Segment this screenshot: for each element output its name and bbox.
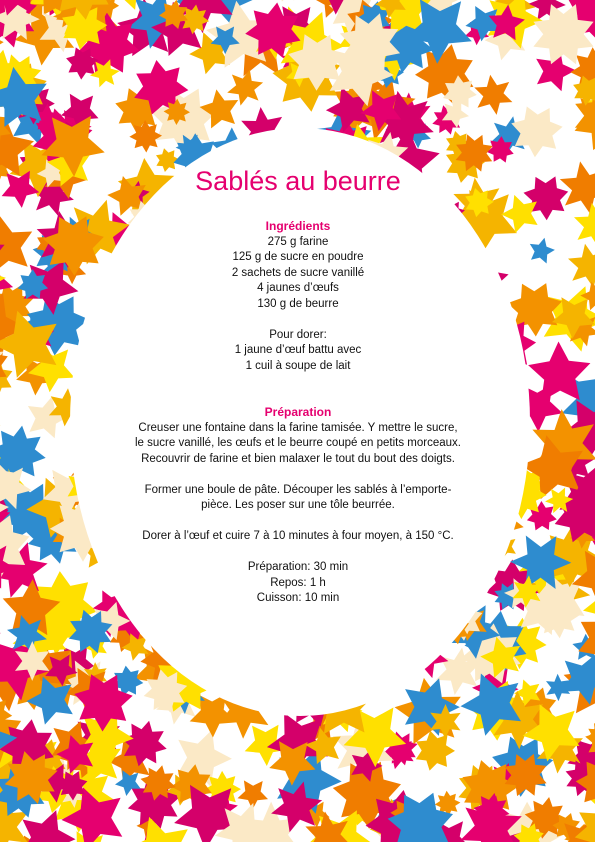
ingredient-line: 275 g farine: [267, 235, 329, 248]
star-icon: [530, 238, 555, 264]
star-icon: [271, 0, 302, 2]
ingredients-heading: Ingrédients: [265, 219, 331, 233]
gilding-line: 1 jaune d’œuf battu avec: [234, 344, 362, 356]
preparation-heading: Préparation: [264, 405, 332, 419]
ingredient-line: 2 sachets de sucre vanillé: [231, 266, 365, 279]
star-icon: [227, 70, 263, 106]
gilding-line: 1 cuil à soupe de lait: [245, 359, 351, 372]
page-title: Sablés au beurre: [195, 166, 401, 196]
star-icon: [560, 161, 595, 214]
recipe-content: [100, 160, 496, 607]
preparation-line: Dorer à l’œuf et cuire 7 à 10 minutes à four moyen, à 150 °C.: [142, 530, 454, 542]
star-icon: [574, 203, 595, 248]
time-preparation: Préparation: 30 min: [247, 561, 349, 573]
preparation-line: pièce. Les poser sur une tôle beurrée.: [201, 499, 395, 511]
time-cooking: Cuisson: 10 min: [256, 592, 340, 604]
ingredient-line: 125 g de sucre en poudre: [232, 251, 364, 263]
star-icon: [568, 244, 595, 288]
star-icon: [0, 360, 12, 397]
gilding-heading: Pour dorer:: [269, 328, 327, 341]
ingredient-line: 130 g de beurre: [257, 297, 339, 310]
star-icon: [0, 216, 32, 273]
preparation-line: Creuser une fontaine dans la farine tamisée. Y mettre le sucre,: [138, 421, 458, 434]
preparation-line: Recouvrir de farine et bien malaxer le tout du bout des doigts.: [141, 452, 455, 465]
star-icon: [561, 654, 595, 704]
time-rest: Repos: 1 h: [270, 576, 326, 589]
ingredient-line: 4 jaunes d’œufs: [257, 282, 339, 294]
star-icon: [575, 798, 595, 842]
preparation-line: le sucre vanillé, les œufs et le beurre coupé en petits morceaux.: [135, 437, 461, 449]
preparation-line: Former une boule de pâte. Découper les sablés à l’emporte-: [144, 483, 452, 496]
star-icon: [474, 75, 512, 115]
